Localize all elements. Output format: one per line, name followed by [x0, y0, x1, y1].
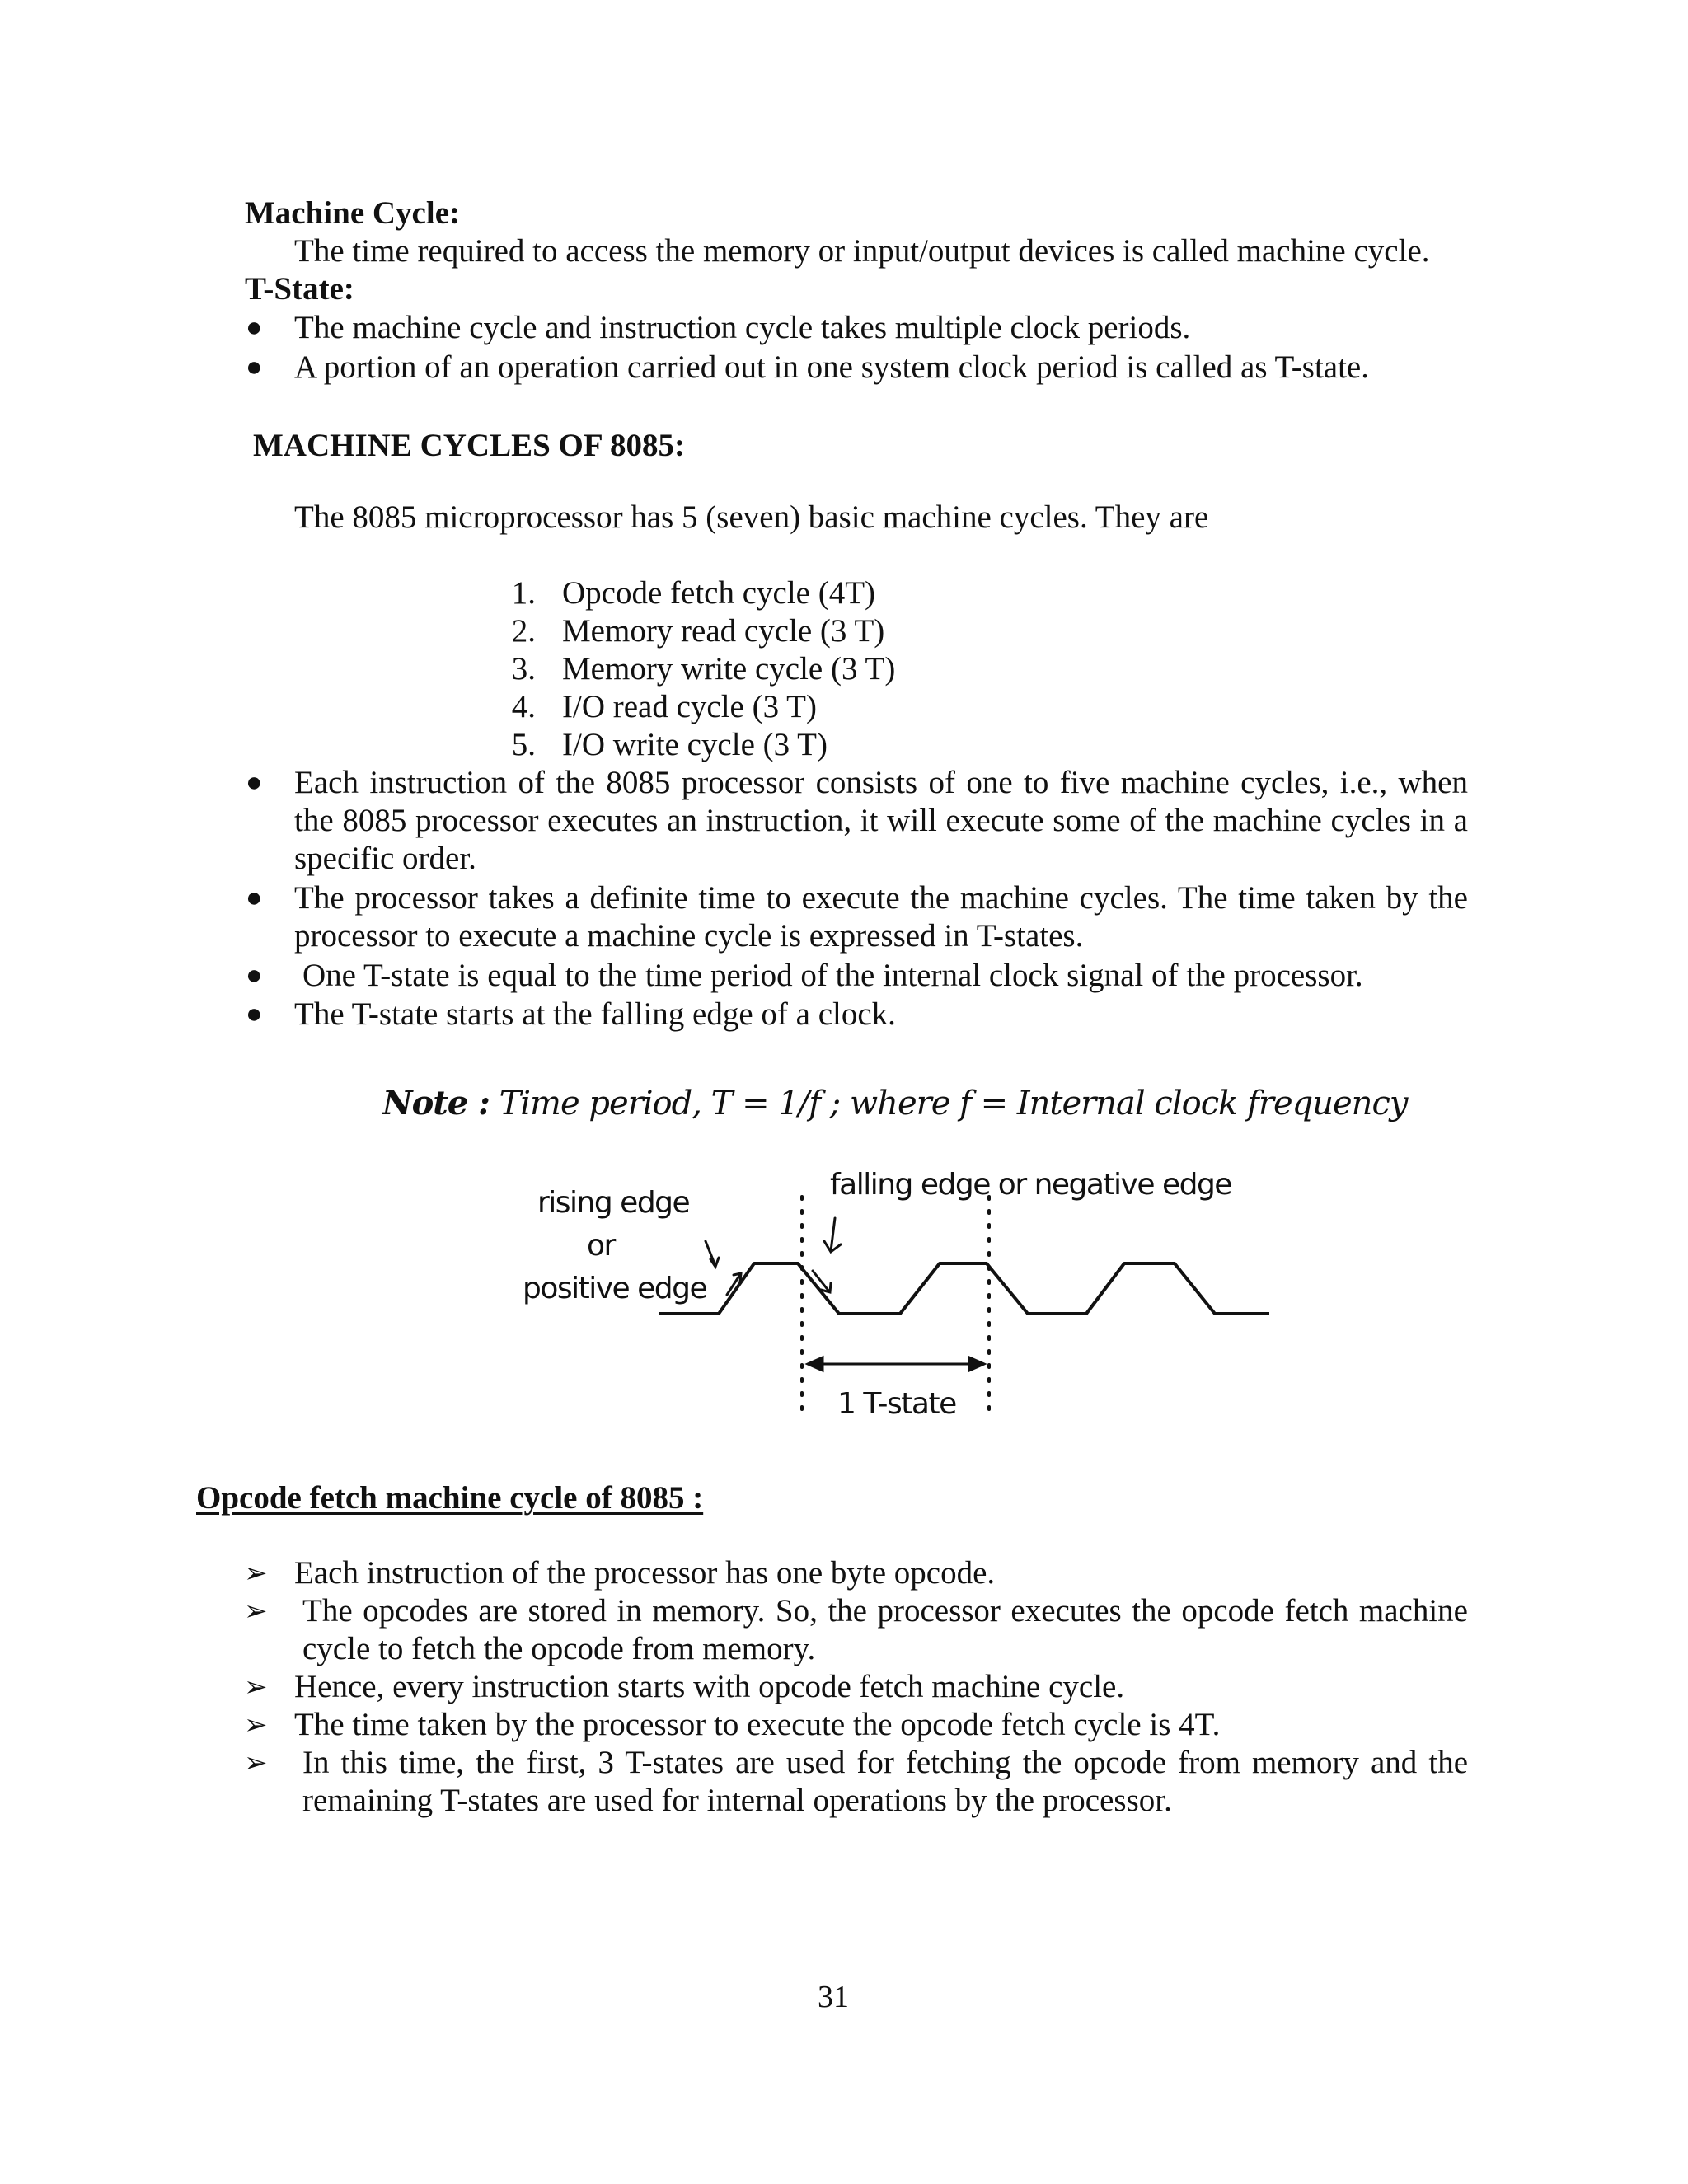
rising-label-pointer — [706, 1241, 715, 1266]
bullet-marker: ● — [246, 312, 263, 343]
arrow-bullet-icon: ➢ — [244, 1595, 268, 1628]
heading-machine-cycles-8085: MACHINE CYCLES OF 8085: — [253, 428, 685, 463]
heading-opcode-fetch-cycle: Opcode fetch machine cycle of 8085 : — [196, 1480, 704, 1516]
machine-cycles-intro: The 8085 microprocessor has 5 (seven) basic machine cycles. They are — [294, 499, 1209, 535]
list-item-text: Memory write cycle (3 T) — [562, 651, 896, 687]
clock-signal — [659, 1263, 1269, 1314]
bullet-marker: ● — [246, 352, 263, 382]
t-state-bullet-2: A portion of an operation carried out in one system clock period is called as T-state. — [294, 349, 1369, 385]
arrow-bullet-icon: ➢ — [244, 1746, 268, 1779]
machine-cycles-bullet-1: Each instruction of the 8085 processor consists of one to five machine cycles, i.e., when the 8085 processor executes an instruction, it will execute some of the machine cycles in a specific order. — [294, 765, 1468, 876]
opcode-bullet-1: Each instruction of the processor has one byte opcode. — [294, 1555, 996, 1591]
arrow-bullet-icon: ➢ — [244, 1708, 268, 1741]
opcode-bullet-5: In this time, the first, 3 T-states are used for fetching the opcode from memory and the remaining T-states are used for internal operations by the processor. — [302, 1745, 1468, 1818]
list-item-number: 2. — [511, 613, 536, 649]
bullet-marker: ● — [246, 999, 263, 1029]
page-number: 31 — [818, 1980, 849, 2014]
heading-t-state: T-State: — [245, 271, 354, 307]
list-item-number: 1. — [511, 575, 536, 611]
machine-cycles-bullet-3: One T-state is equal to the time period of the internal clock signal of the processor. — [302, 958, 1363, 993]
rising-edge-label: rising edge — [537, 1186, 690, 1220]
rising-edge-label-or: or — [587, 1229, 615, 1263]
list-item-number: 3. — [511, 651, 536, 687]
note-text: Time period, T = 1/f ; where f = Internal clock frequency — [499, 1085, 1408, 1122]
machine-cycles-bullet-4: The T-state starts at the falling edge of a clock. — [294, 996, 896, 1032]
list-item-text: Memory read cycle (3 T) — [562, 613, 885, 649]
t-state-label: 1 T-state — [837, 1387, 956, 1421]
opcode-bullet-3: Hence, every instruction starts with opcode fetch machine cycle. — [294, 1669, 1125, 1704]
machine-cycle-definition: The time required to access the memory or input/output devices is called machine cycle. — [294, 233, 1430, 269]
note-label: Note : — [382, 1084, 490, 1122]
arrow-head-left — [808, 1357, 823, 1371]
list-item-text: I/O write cycle (3 T) — [562, 727, 828, 762]
opcode-bullet-2: The opcodes are stored in memory. So, the processor executes the opcode fetch machine cycle to fetch the opcode from memory. — [302, 1593, 1468, 1666]
falling-edge-pointer — [813, 1271, 829, 1291]
list-item-number: 4. — [511, 689, 536, 724]
machine-cycles-bullet-2: The processor takes a definite time to execute the machine cycles. The time taken by the processor to execute a machine cycle is expressed in T-states. — [294, 880, 1468, 954]
positive-edge-label: positive edge — [523, 1272, 707, 1305]
heading-machine-cycle: Machine Cycle: — [245, 195, 461, 231]
arrow-bullet-icon: ➢ — [244, 1557, 268, 1590]
list-item-text: Opcode fetch cycle (4T) — [562, 575, 876, 611]
falling-label-pointer — [831, 1218, 835, 1251]
arrow-head-right — [969, 1357, 984, 1371]
bullet-marker: ● — [246, 883, 263, 913]
bullet-marker: ● — [246, 960, 263, 991]
arrow-bullet-icon: ➢ — [244, 1671, 268, 1704]
list-item-text: I/O read cycle (3 T) — [562, 689, 817, 724]
bullet-marker: ● — [246, 767, 263, 798]
t-state-bullet-1: The machine cycle and instruction cycle takes multiple clock periods. — [294, 310, 1191, 345]
falling-edge-label: falling edge or negative edge — [830, 1168, 1231, 1202]
list-item-number: 5. — [511, 727, 536, 762]
opcode-bullet-4: The time taken by the processor to execute the opcode fetch cycle is 4T. — [294, 1707, 1221, 1742]
